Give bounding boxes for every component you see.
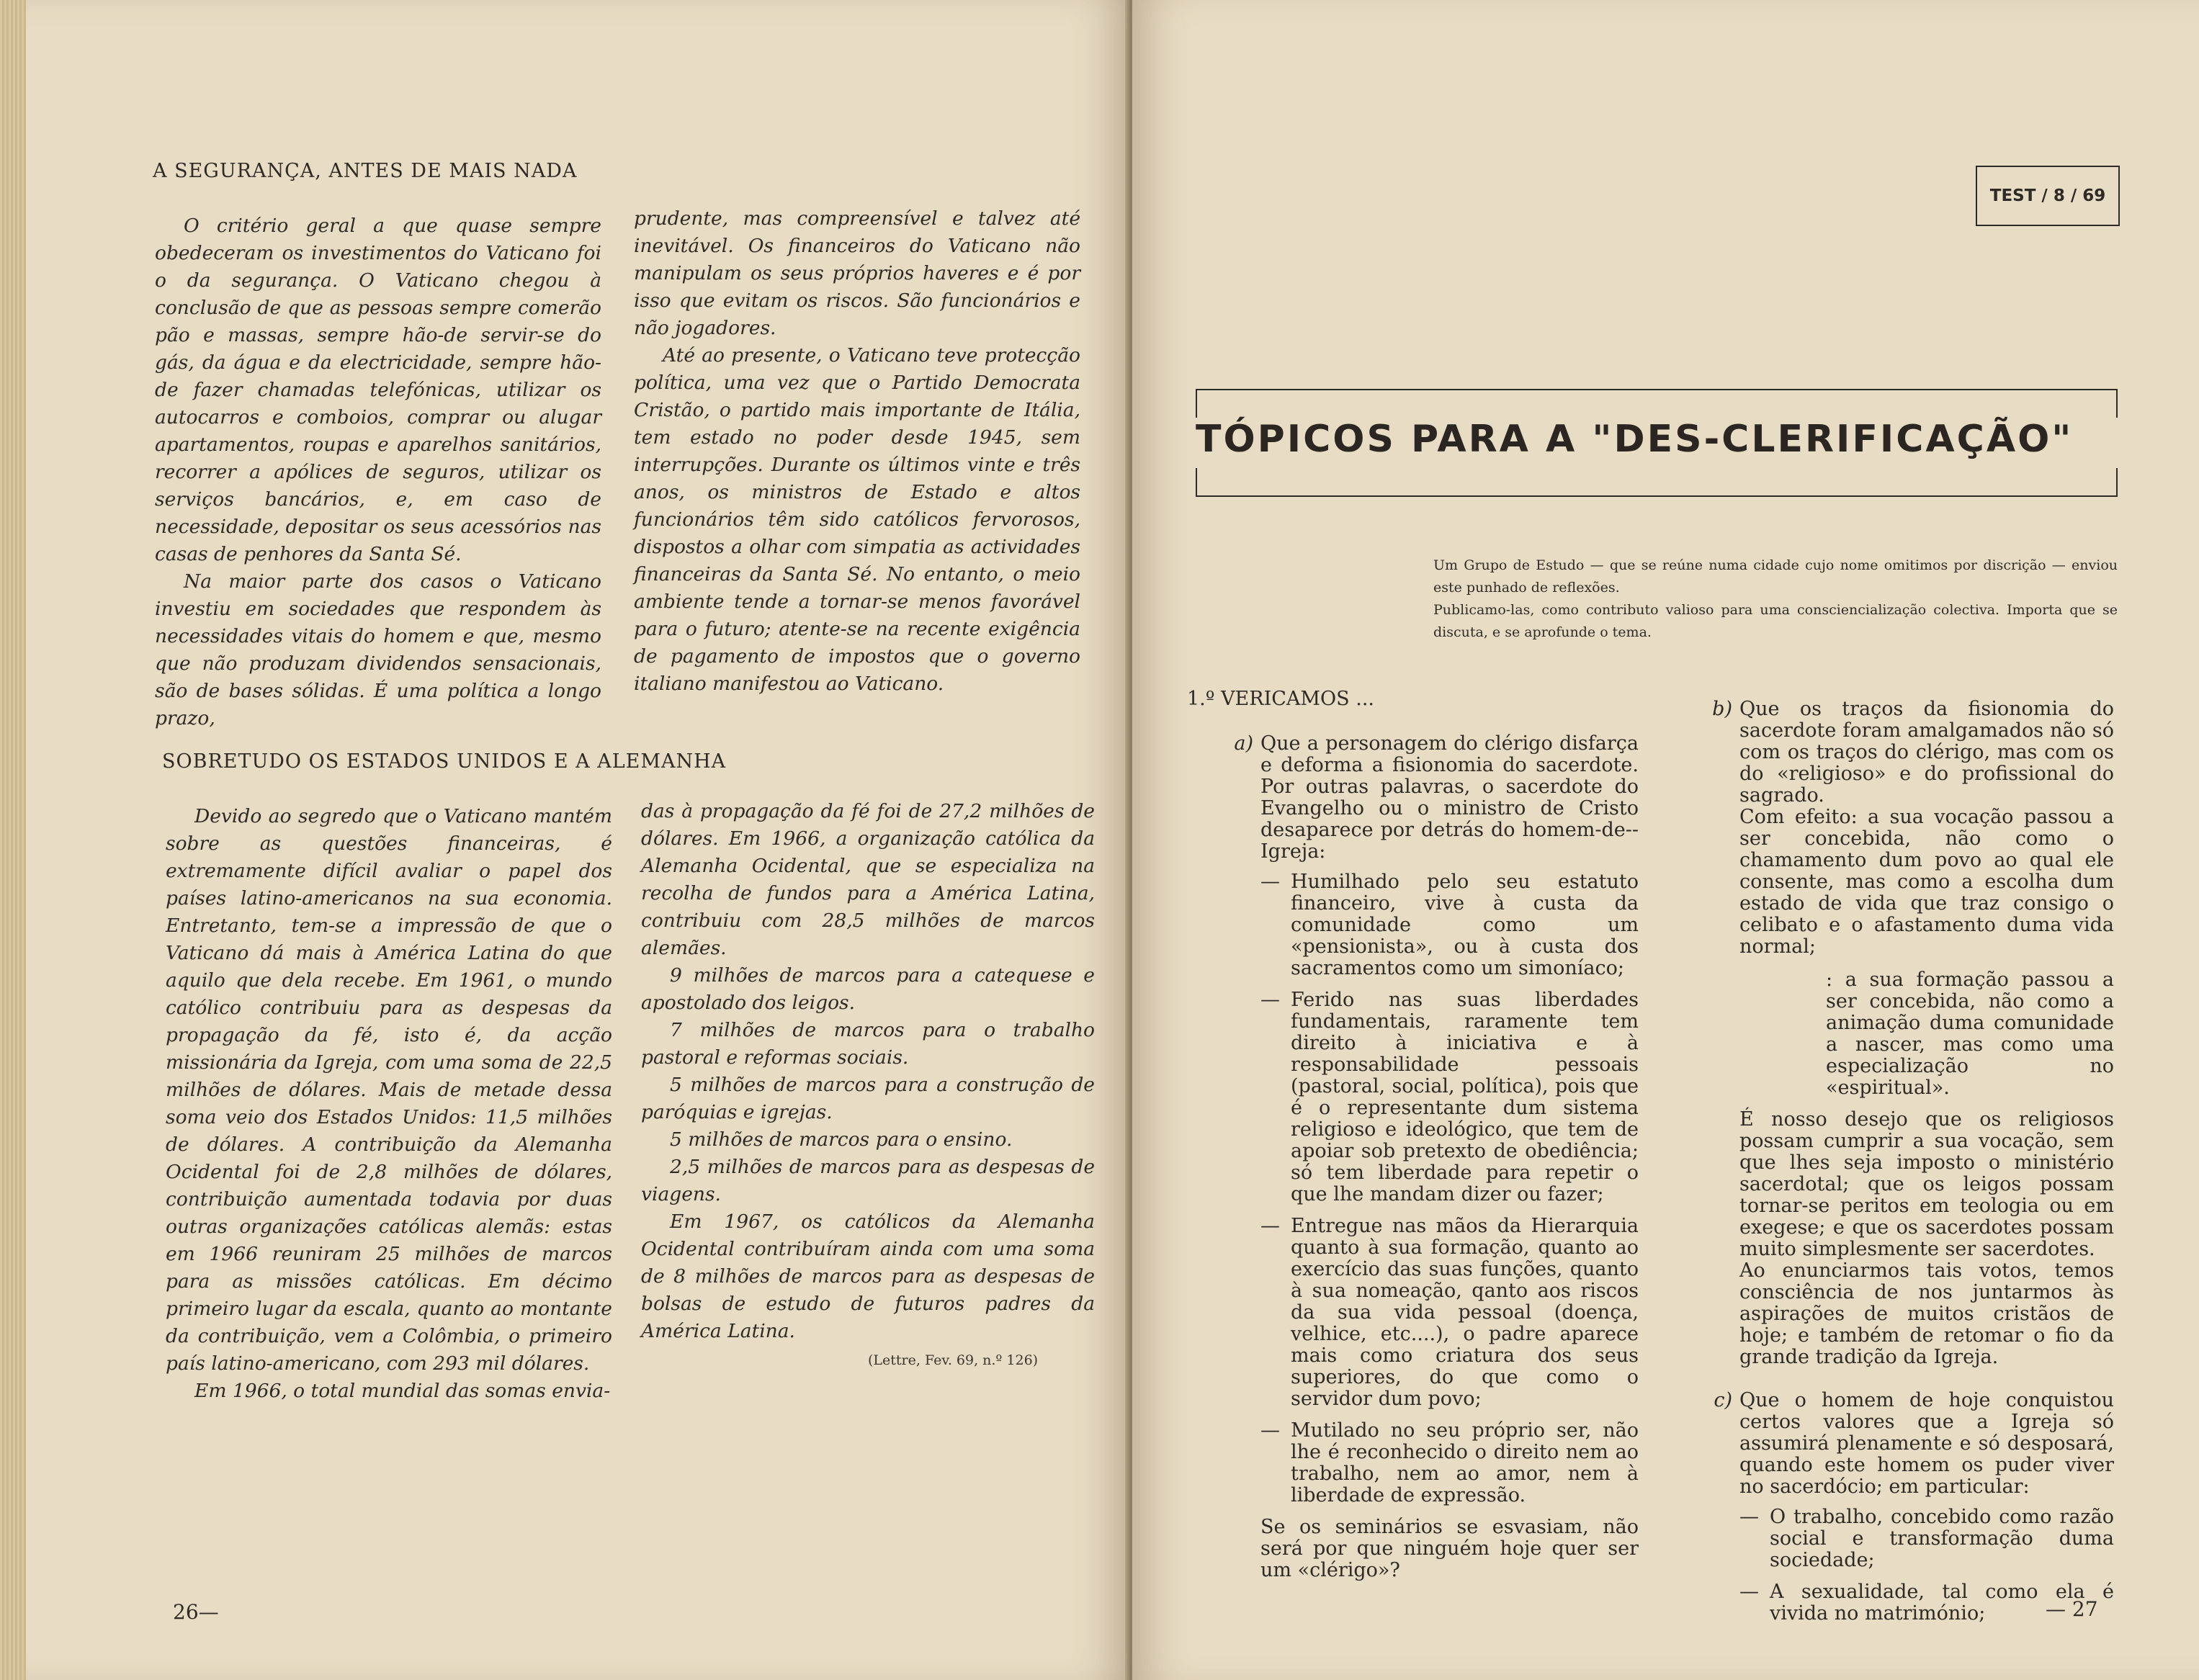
dash-item: — Ferido nas suas liberdades fundamentais, raramente tem direito à iniciativa e à responsabilidade pessoais (pastoral, social, política), pois que é o representante dum sistema religioso e ideológico, que tem de apoiar sob pretexto de obediência; só tem liberdade para repetir o que lhe mandam dizer ou fazer; <box>1260 989 1639 1205</box>
paragraph: 5 milhões de marcos para o ensino. <box>670 1128 1013 1151</box>
paragraph: das à propagação da fé foi de 27,2 milhões de dólares. Em 1966, a organização católica da Alemanha Ocidental, que se especializa na recolha de fundos para a América Latina, contribuiu com 28,5 milhões de marcos alemães. <box>641 800 1095 959</box>
paragraph: prudente, mas compreensível e talvez até inevitável. Os financeiros do Vaticano não manipulam os seus próprios haveres e é por isso que evitam os riscos. São funcionários e não jogadores. <box>634 207 1080 339</box>
closing-question: Se os seminários se esvasiam, não será por que ninguém hoje quer ser um «clérigo»? <box>1260 1516 1639 1581</box>
intro-paragraph: Publicamo-las, como contributo valioso para uma consciencialização colectiva. Importa que se discuta, e se aprofunde o tema. <box>1433 602 2118 640</box>
intro-paragraph: Um Grupo de Estudo — que se reúne numa cidade cujo nome omitimos por discrição — enviou este punhado de reflexões. <box>1433 557 2118 596</box>
paragraph: O critério geral a que quase sempre obedeceram os investimentos do Vaticano foi o da segurança. O Vaticano chegou à conclusão de que as pessoas sempre comerão pão e massas, sempre hão-de servir-se do gás, da água e da electricidade, sempre hão-de fazer chamadas telefónicas, utilizar os autocarros e comboios, comprar ou alugar apartamentos, roupas e aparelhos sanitários, recorrer a apólices de seguros, utilizar os serviços bancários, e, em caso de necessidade, depositar os seus acessórios nas casas de penhores da Santa Sé. <box>155 215 601 565</box>
paragraph: 2,5 milhões de marcos para as despesas de viagens. <box>641 1156 1095 1205</box>
item-paragraph: Ao enunciarmos tais votos, temos consciência de nos juntarmos às aspirações de muitos cristãos de hoje; e também de retomar o fio da grande tradição da Igreja. <box>1739 1259 2114 1368</box>
page-edge <box>0 0 26 1680</box>
dash-item: — A sexualidade, tal como ela é vivida no matrimónio; <box>1739 1581 2114 1625</box>
source-citation: (Lettre, Fev. 69, n.º 126) <box>868 1352 1039 1368</box>
us-germany-column-2 <box>641 798 1095 1345</box>
section-title-us-germany: SOBRETUDO OS ESTADOS UNIDOS E A ALEMANHA <box>162 750 727 773</box>
article-intro <box>1433 554 2118 644</box>
item-label: c) <box>1714 1389 1732 1411</box>
item-paragraph: Com efeito: a sua vocação passou a ser concebida, não como o chamamento dum povo ao qual ele consente, mas como a escolha dum estado de vida que traz consigo o celibato e o afastamento duma vida normal; <box>1739 806 2114 958</box>
paragraph: Até ao presente, o Vaticano teve protecção política, uma vez que o Partido Democrata Cristão, o partido mais importante de Itália, tem estado no poder desde 1945, sem interrupções. Durante os últimos vinte e três anos, os ministros de Estado e altos funcionários têm sido católicos fervorosos, dispostos a olhar com simpatia as actividades financeiras da Santa Sé. No entanto, o meio ambiente tende a tornar-se menos favorável para o futuro; atente-se na recente exigência de pagamento de impostos que o governo italiano manifestou ao Vaticano. <box>634 344 1080 695</box>
issue-label: TEST / 8 / 69 <box>1976 166 2120 226</box>
paragraph: 5 milhões de marcos para a construção de paróquias e igrejas. <box>641 1074 1095 1123</box>
paragraph: Devido ao segredo que o Vaticano mantém sobre as questões financeiras, é extremamente difícil avaliar o papel dos países latino-americanos na sua economia. Entretanto, tem-se a impressão de que o Vaticano dá mais à América Latina do que aquilo que dela recebe. Em 1961, o mundo católico contribuiu para as despesas da propagação da fé, isto é, da acção missionária da Igreja, com uma soma de 22,5 milhões de dólares. Mais de metade dessa soma veio dos Estados Unidos: 11,5 milhões de dólares. A contribuição da Alemanha Ocidental foi de 2,8 milhões de dólares, contribuição aumentada todavia por duas outras organizações católicas alemãs: estas em 1966 reuniram 25 milhões de marcos para as missões católicas. Em décimo primeiro lugar da escala, quanto ao montante da contribuição, vem a Colômbia, o primeiro país latino-americano, com 293 mil dólares. <box>166 805 612 1375</box>
list-item-a <box>1221 733 1639 1581</box>
section-heading: 1.º VERICAMOS ... <box>1187 688 1375 710</box>
item-paragraph: É nosso desejo que os religiosos possam cumprir a sua vocação, sem que lhes seja imposto o ministério sacerdotal; que os leigos possam tornar-se peritos em teologia ou em exegese; e que os sacerdotes possam muito simplesmente ser sacerdotes. <box>1739 1108 2114 1260</box>
item-text: Que os traços da fisionomia do sacerdote foram amalgamados não só com os traços do clérigo, mas com os do «religioso» e do profissional do sagrado. <box>1739 698 2114 807</box>
dash-item: — O trabalho, concebido como razão social e transformação duma sociedade; <box>1739 1506 2114 1571</box>
list-item-b <box>1700 698 2114 1368</box>
dash-item: — Humilhado pelo seu estatuto financeiro, vive à custa da comunidade como um «pensionista», ou à custa dos sacramentos como um simoníaco; <box>1260 871 1639 979</box>
list-item-c <box>1700 1390 2114 1625</box>
security-column-1 <box>155 212 601 732</box>
item-text: Que o homem de hoje conquistou certos valores que a Igreja só assumirá plenamente e só desposará, quando este homem os puder viver no sacerdócio; em particular: <box>1739 1389 2114 1498</box>
security-column-2 <box>634 205 1080 698</box>
section-title-security: A SEGURANÇA, ANTES DE MAIS NADA <box>153 160 578 182</box>
topics-column-2 <box>1700 698 2114 1640</box>
paragraph: 7 milhões de marcos para o trabalho pastoral e reformas sociais. <box>641 1019 1095 1069</box>
article-title: TÓPICOS PARA A "DES-CLERIFICAÇÃO" <box>1196 418 2074 461</box>
dash-item: — Mutilado no seu próprio ser, não lhe é reconhecido o direito nem ao trabalho, nem ao amor, nem à liberdade de expressão. <box>1260 1419 1639 1506</box>
page-number-right: — 27 <box>2046 1597 2098 1621</box>
paragraph: Em 1966, o total mundial das somas envia- <box>194 1380 611 1402</box>
item-label: a) <box>1234 732 1253 755</box>
paragraph: Em 1967, os católicos da Alemanha Ocidental contribuíram ainda com uma soma de 8 milhões de marcos para as despesas de bolsas de estudo de futuros padres da América Latina. <box>641 1210 1095 1342</box>
topics-column-1 <box>1221 733 1639 1597</box>
dash-item: — Entregue nas mãos da Hierarquia quanto à sua formação, quanto ao exercício das suas funções, quanto à sua nomeação, qanto aos riscos da sua vida pessoal (doença, velhice, etc....), o padre aparece mais como criatura dos seus superiores, do que como o servidor dum povo; <box>1260 1215 1639 1410</box>
item-label: b) <box>1712 698 1732 720</box>
item-text: Que a personagem do clérigo disfarça e deforma a fisionomia do sacerdote. Por outras palavras, o sacerdote do Evangelho ou o ministro de Cristo desaparece por detrás do homem-de--Igreja: <box>1260 732 1639 863</box>
item-paragraph: : a sua formação passou a ser concebida, não como a animação duma comunidade a nascer, mas como uma especialização no «espiritual». <box>1826 969 2114 1099</box>
paragraph: Na maior parte dos casos o Vaticano investiu em sociedades que respondem às necessidades vitais do homem e que, mesmo que não produzam dividendos sensacionais, são de bases sólidas. É uma política a longo prazo, <box>155 570 601 729</box>
page-number-left: 26— <box>173 1600 219 1624</box>
us-germany-column-1 <box>166 803 612 1405</box>
paragraph: 9 milhões de marcos para a catequese e apostolado dos leigos. <box>641 964 1095 1014</box>
